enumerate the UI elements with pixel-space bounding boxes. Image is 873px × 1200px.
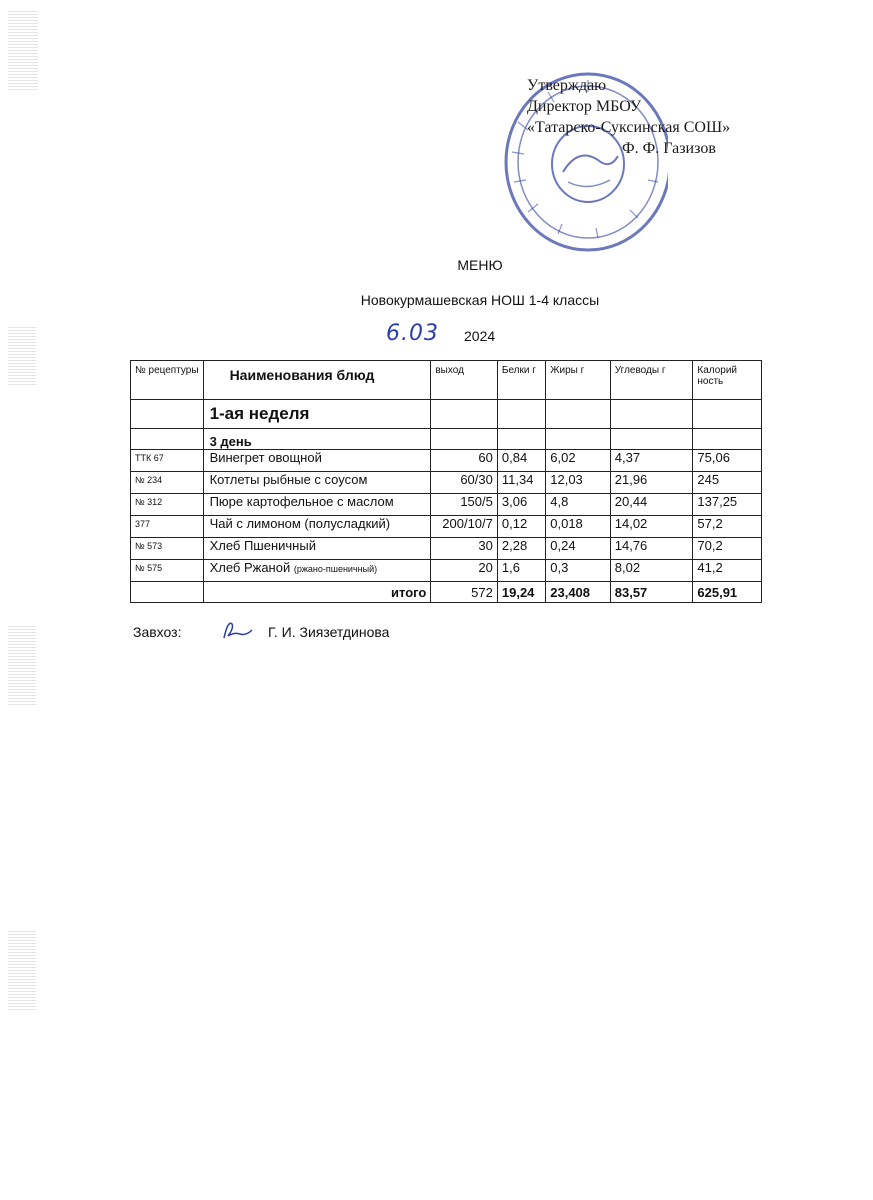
header-carbs: Углеводы г	[610, 361, 693, 400]
cell-fat: 0,3	[546, 560, 611, 582]
cell-dish: Котлеты рыбные с соусом	[203, 472, 431, 494]
approval-line-school: «Татарско-Суксинская СОШ»	[527, 119, 731, 136]
approval-line-approve: Утверждаю	[527, 77, 607, 94]
storekeeper-name: Г. И. Зиязетдинова	[268, 624, 390, 640]
cell-yield: 20	[431, 560, 498, 582]
header-yield: выход	[431, 361, 498, 400]
date-year: 2024	[464, 328, 496, 344]
handwritten-date: 6.03	[386, 321, 439, 346]
total-fat: 23,408	[546, 582, 611, 603]
cell-dish: Пюре картофельное с маслом	[203, 494, 431, 516]
table-row	[131, 538, 762, 560]
cell-fat: 4,8	[546, 494, 611, 516]
cell-protein: 3,06	[497, 494, 545, 516]
cell-fat: 6,02	[546, 450, 611, 472]
header-protein: Белки г	[497, 361, 545, 400]
cell-yield: 60/30	[431, 472, 498, 494]
approval-block	[527, 75, 730, 159]
approval-line-position: Директор МБОУ	[527, 98, 642, 115]
cell-fat: 0,24	[546, 538, 611, 560]
page-title: МЕНЮ	[457, 257, 503, 273]
cell-calories: 245	[693, 472, 762, 494]
page-subtitle: Новокурмашевская НОШ 1-4 классы	[360, 292, 600, 308]
cell-dish	[203, 560, 431, 582]
cell-protein: 2,28	[497, 538, 545, 560]
table-row	[131, 516, 762, 538]
week-row	[131, 400, 762, 429]
table-row	[131, 450, 762, 472]
cell-dish: Хлеб Пшеничный	[203, 538, 431, 560]
header-recipe: № рецептуры	[131, 361, 204, 400]
total-row	[131, 582, 762, 603]
week-label: 1-ая неделя	[203, 400, 431, 429]
cell-protein: 11,34	[497, 472, 545, 494]
cell-recipe: № 573	[131, 538, 204, 560]
scan-noise	[8, 625, 36, 705]
cell-recipe: 377	[131, 516, 204, 538]
cell-dish: Винегрет овощной	[203, 450, 431, 472]
cell-calories: 57,2	[693, 516, 762, 538]
table-header-row	[131, 361, 762, 400]
cell-protein: 1,6	[497, 560, 545, 582]
table-row	[131, 472, 762, 494]
menu-table	[130, 360, 762, 603]
day-row	[131, 429, 762, 450]
signature	[218, 614, 258, 644]
cell-yield: 200/10/7	[431, 516, 498, 538]
cell-carbs: 4,37	[610, 450, 693, 472]
cell-carbs: 14,02	[610, 516, 693, 538]
total-carbs: 83,57	[610, 582, 693, 603]
storekeeper-label: Завхоз:	[133, 624, 182, 640]
cell-fat: 0,018	[546, 516, 611, 538]
cell-carbs: 20,44	[610, 494, 693, 516]
cell-yield: 30	[431, 538, 498, 560]
cell-protein: 0,84	[497, 450, 545, 472]
table-row	[131, 560, 762, 582]
total-label: итого	[203, 582, 431, 603]
cell-yield: 150/5	[431, 494, 498, 516]
total-protein: 19,24	[497, 582, 545, 603]
header-calories: Калорий ность	[693, 361, 762, 400]
day-label: 3 день	[203, 429, 431, 450]
cell-recipe: № 234	[131, 472, 204, 494]
total-calories: 625,91	[693, 582, 762, 603]
table-row	[131, 494, 762, 516]
cell-calories: 70,2	[693, 538, 762, 560]
cell-protein: 0,12	[497, 516, 545, 538]
cell-recipe: ТТК 67	[131, 450, 204, 472]
cell-yield: 60	[431, 450, 498, 472]
scan-noise	[8, 10, 38, 90]
cell-calories: 75,06	[693, 450, 762, 472]
cell-carbs: 14,76	[610, 538, 693, 560]
cell-calories: 137,25	[693, 494, 762, 516]
scan-noise	[8, 930, 36, 1010]
cell-carbs: 21,96	[610, 472, 693, 494]
total-yield: 572	[431, 582, 498, 603]
cell-dish: Чай с лимоном (полусладкий)	[203, 516, 431, 538]
cell-recipe: № 575	[131, 560, 204, 582]
cell-recipe: № 312	[131, 494, 204, 516]
dish-name-note: (ржано-пшеничный)	[293, 564, 378, 574]
header-fat: Жиры г	[546, 361, 611, 400]
cell-fat: 12,03	[546, 472, 611, 494]
header-dish-name: Наименования блюд	[203, 361, 431, 400]
scan-noise	[8, 325, 36, 385]
cell-carbs: 8,02	[610, 560, 693, 582]
dish-name: Хлеб Ржаной	[209, 560, 291, 575]
approval-line-director-name: Ф. Ф. Газизов	[622, 140, 716, 157]
cell-calories: 41,2	[693, 560, 762, 582]
